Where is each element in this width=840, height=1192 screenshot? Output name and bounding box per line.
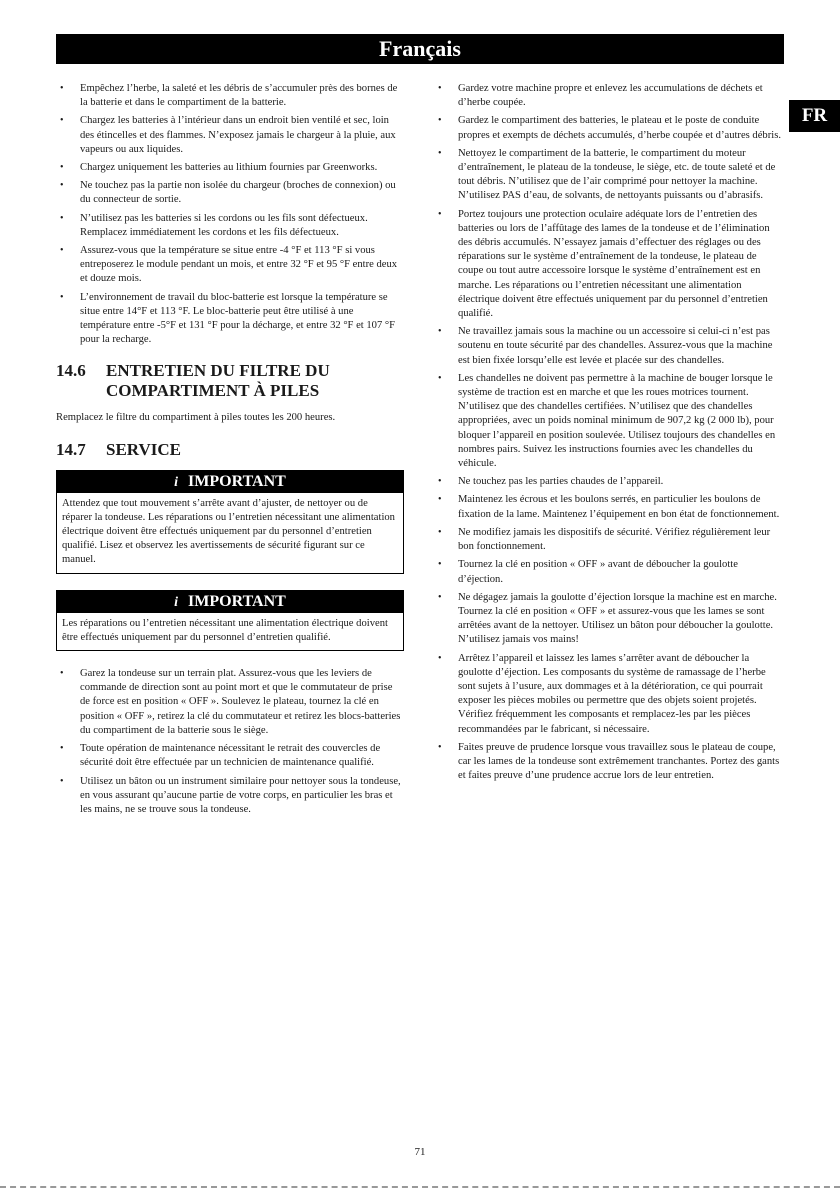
battery-safety-list (56, 82, 404, 347)
section-title: SERVICE (106, 439, 181, 459)
important-box (56, 590, 404, 651)
maintenance-list (434, 82, 782, 783)
section-title: ENTRETIEN DU FILTRE DU COMPARTIMENT À PILES (106, 361, 330, 401)
page-number: 71 (414, 1146, 426, 1158)
list-item: • Ne touchez pas la partie non isolée du chargeur (broches de connexion) ou du connecteur de sortie. (56, 179, 404, 207)
important-text: Attendez que tout mouvement s’arrête avant d’ajuster, de nettoyer ou de réparer la tondeuse. Les réparations ou l’entretien nécessitant une alimentation électrique doivent être effectués uniquement par du personnel d’entretien qualifié. Lisez et observez les avertissements de sécurité figurant sur ce manuel. (62, 497, 395, 566)
language-tab (789, 100, 840, 132)
list-item: • Gardez votre machine propre et enlevez les accumulations de déchets et d’herbe coupée. (434, 82, 782, 110)
list-item: • Ne dégagez jamais la goulotte d’éjection lorsque la machine est en marche. Tournez la clé en position « OFF » et assurez-vous que les lames se sont arrêtées avant de la nettoyer. Utilisez un bâton pour déboucher la goulotte. N’utilisez jamais vos mains! (434, 591, 782, 648)
language-header (56, 34, 784, 64)
list-item: • Ne touchez pas les parties chaudes de l’appareil. (434, 475, 782, 489)
list-item: • Portez toujours une protection oculaire adéquate lors de l’entretien des batteries ou lors de l’affûtage des lames de la tondeuse et de l’élimination des débris accumulés. N’essayez jamais d’effectuer des réglages ou des réparations sur le système d’entraînement de la tondeuse, le plateau de coupe ou tout autre accessoire lorsque le système d’entraînement est en marche. Les réparations ou l’entretien nécessitant une alimentation électrique doivent être effectués uniquement par du personnel d’entretien qualifié. (434, 208, 782, 322)
info-icon: i (174, 594, 179, 610)
section-heading-14-7 (56, 440, 404, 460)
list-item: • Ne travaillez jamais sous la machine ou un accessoire si celui-ci n’est pas soutenu en toute sécurité par des chandelles. Assurez-vous que la machine est bien fixée lorsqu’elle est levée et placée sur des chandelles. (434, 325, 782, 368)
list-item: • Gardez le compartiment des batteries, le plateau et le poste de conduite propres et exempts de déchets accumulés, d’herbe coupée et d’autres débris. (434, 114, 782, 142)
list-item: • Faites preuve de prudence lorsque vous travaillez sous le plateau de coupe, car les lames de la tondeuse sont extrêmement tranchantes. Portez des gants et faites preuve d’une prudence accrue lors de leur entretien. (434, 741, 782, 784)
list-item: • Tournez la clé en position « OFF » avant de déboucher la goulotte d’éjection. (434, 558, 782, 586)
important-header (57, 471, 403, 493)
important-box (56, 470, 404, 574)
filter-paragraph: Remplacez le filtre du compartiment à piles toutes les 200 heures. (56, 412, 336, 424)
list-item: • Garez la tondeuse sur un terrain plat. Assurez-vous que les leviers de commande de direction sont au point mort et que le commutateur de prise de force est en position « OFF ». Soulevez le plateau, tournez la clé en position « OFF », retirez la clé du commutateur et retirez les blocs-batteries du compartiment de la batterie sous le siège. (56, 667, 404, 738)
list-item: • Arrêtez l’appareil et laissez les lames s’arrêter avant de déboucher la goulotte d’éjection. Les composants du système de ramassage de l’herbe sont sujets à l’usure, aux dommages et à la détérioration, ce qui pourrait exposer les pièces mobiles ou permettre que des objets soient projetés. Vérifiez fréquemment les composants et remplacez-les par les pièces recommandées par le fabricant, si nécessaire. (434, 652, 782, 737)
list-item: • N’utilisez pas les batteries si les cordons ou les fils sont défectueux. Remplacez immédiatement les cordons et les fils défectueux. (56, 212, 404, 240)
right-column (434, 82, 782, 787)
info-icon: i (174, 474, 179, 490)
list-item: • Assurez-vous que la température se situe entre -4 °F et 113 °F si vous entreposerez le module pendant un mois, et entre 32 °F et 95 °F entre deux et douze mois. (56, 244, 404, 287)
language-title: Français (379, 36, 461, 61)
list-item: • Utilisez un bâton ou un instrument similaire pour nettoyer sous la tondeuse, en vous assurant qu’aucune partie de votre corps, en particulier les bras et les mains, ne se trouve sous la tondeuse. (56, 775, 404, 818)
section-number: 14.6 (56, 361, 86, 381)
list-item: • Empêchez l’herbe, la saleté et les débris de s’accumuler près des bornes de la batterie et dans le compartiment de la batterie. (56, 82, 404, 110)
section-number: 14.7 (56, 439, 86, 459)
important-text: Les réparations ou l’entretien nécessitant une alimentation électrique doivent être effectués uniquement par du personnel d’entretien qualifié. (62, 617, 388, 643)
important-header (57, 591, 403, 613)
page-edge-divider (0, 1186, 840, 1190)
list-item: • Nettoyez le compartiment de la batterie, le compartiment du moteur d’entraînement, le plateau de la tondeuse, le siège, etc. de toute saleté et de tout débris. N’utilisez que de l’air comprimé pour nettoyer la machine. N’utilisez PAS d’eau, de solvants, de nettoyants puissants ou d’abrasifs. (434, 147, 782, 204)
section-heading-14-6 (56, 361, 404, 401)
list-item: • Maintenez les écrous et les boulons serrés, en particulier les boulons de fixation de la lame. Maintenez l’équipement en bon état de fonctionnement. (434, 493, 782, 521)
left-column (56, 82, 404, 821)
language-code: FR (801, 105, 828, 126)
list-item: • Toute opération de maintenance nécessitant le retrait des couvercles de sécurité doit être effectuée par un technicien de maintenance qualifié. (56, 742, 404, 770)
important-label: IMPORTANT (188, 472, 286, 490)
list-item: • Les chandelles ne doivent pas permettre à la machine de bouger lorsque le système de traction est en marche et que les roues motrices tournent. N’utilisez que des chandelles certifiées. N’utilisez que des chandelles appropriées, avec un poids nominal minimum de 907,2 kg (2 000 lb), pour bloquer l’appareil en position soulevée. Utilisez toujours des chandelles en nombres pairs. Suivez les instructions fournies avec les chandelles du véhicule. (434, 372, 782, 471)
important-label: IMPORTANT (188, 592, 286, 610)
list-item: • Chargez uniquement les batteries au lithium fournies par Greenworks. (56, 161, 404, 175)
list-item: • Chargez les batteries à l’intérieur dans un endroit bien ventilé et sec, loin des étincelles et des flammes. N’exposez jamais le chargeur à la pluie, aux vapeurs ou aux liquides. (56, 114, 404, 157)
list-item: • L’environnement de travail du bloc-batterie est lorsque la température se situe entre 14°F et 113 °F. Le bloc-batterie peut être utilisé à une température entre -5°F et 131 °F pour la décharge, et entre 32 °F et 107 °F pour la recharge. (56, 291, 404, 348)
service-list (56, 667, 404, 817)
list-item: • Ne modifiez jamais les dispositifs de sécurité. Vérifiez régulièrement leur bon fonctionnement. (434, 526, 782, 554)
